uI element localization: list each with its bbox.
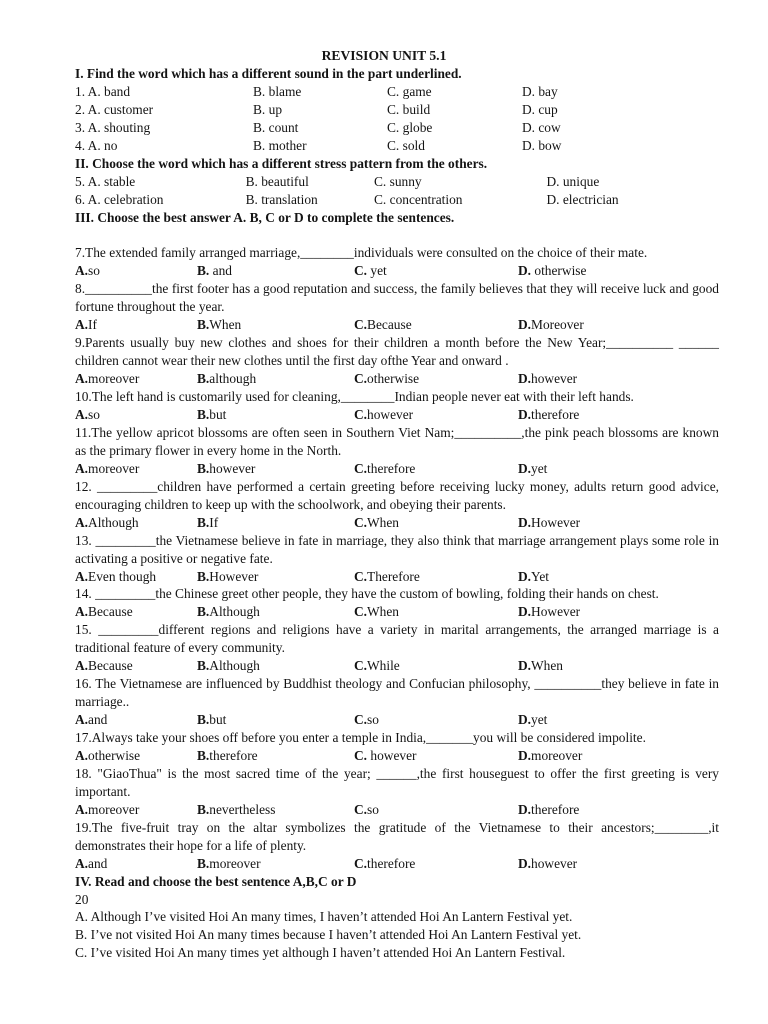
question-text: 14. _________the Chinese greet other people, they have the custom of bowling, folding their hands on chest.: [75, 586, 659, 602]
answer-letter: A.: [75, 712, 89, 728]
answer-letter: A.: [75, 460, 89, 476]
answer-option: [518, 568, 718, 586]
answer-option: [197, 262, 354, 280]
answer-word: yet: [531, 712, 548, 728]
answer-word: Therefore: [367, 568, 420, 584]
section-3-questions: [75, 244, 719, 872]
answer-word: therefore: [209, 747, 258, 763]
answer-word: If: [88, 317, 97, 333]
answer-letter: B.: [197, 514, 210, 530]
answer-letter: D.: [518, 855, 532, 871]
answer-word: therefore: [367, 460, 416, 476]
answer-option: [354, 316, 518, 334]
answer-word: Yet: [531, 568, 550, 584]
answer-options-row: [75, 747, 719, 765]
answer-options-row: [75, 316, 719, 334]
word-option: D. cup: [522, 101, 558, 117]
answer-option: [197, 406, 354, 424]
answer-option: [75, 406, 197, 424]
answer-option: [354, 711, 518, 729]
answer-word: Because: [88, 658, 133, 674]
question-text: 18. "GiaoThua" is the most sacred time of the year; ______,the first houseguest to offer the first greeting is very important.: [75, 765, 719, 799]
answer-options-row: [75, 855, 719, 873]
question-text: 15. _________different regions and religions have a variety in marital arrangements, the arranged marriage is a traditional feature of every community.: [75, 622, 719, 656]
answer-option: [518, 460, 718, 478]
answer-option: [354, 855, 518, 873]
answer-word: Although: [209, 658, 260, 674]
question-text: 10.The left hand is customarily used for cleaning,________Indian people never eat with their left hands.: [75, 389, 634, 405]
answer-letter: B.: [197, 855, 210, 871]
answer-word: otherwise: [531, 263, 587, 279]
answer-option: [518, 370, 718, 388]
word-option: D. unique: [546, 173, 600, 189]
answer-letter: D.: [518, 371, 532, 387]
answer-option: [197, 855, 354, 873]
answer-word: moreover: [88, 460, 140, 476]
answer-word: and: [88, 712, 108, 728]
answer-letter: A.: [75, 801, 89, 817]
word-option: D. bow: [522, 137, 562, 153]
answer-options-row: [75, 262, 719, 280]
answer-letter: C.: [354, 460, 368, 476]
answer-option: [75, 460, 197, 478]
answer-letter: A.: [75, 568, 89, 584]
answer-options-row: [75, 514, 719, 532]
worksheet-content: [75, 65, 719, 962]
answer-letter: D.: [518, 712, 532, 728]
word-option: B. mother: [253, 137, 307, 153]
word-option: 6. A. celebration: [75, 191, 164, 207]
section-3-heading: III. Choose the best answer A. B, C or D to complete the sentences.: [75, 209, 455, 225]
sentence-option: B. I’ve not visited Hoi An many times because I haven’t attended Hoi An Lantern Festival yet.: [75, 927, 582, 943]
answer-letter: D.: [518, 317, 532, 333]
word-option-row: [75, 191, 719, 209]
word-option: D. electrician: [546, 191, 619, 207]
word-option: D. bay: [522, 83, 558, 99]
answer-options-row: [75, 568, 719, 586]
word-option: 5. A. stable: [75, 173, 136, 189]
answer-option: [518, 855, 718, 873]
answer-word: However: [531, 604, 581, 620]
answer-word: Moreover: [531, 317, 584, 333]
answer-letter: B.: [197, 406, 210, 422]
answer-word: however: [531, 855, 578, 871]
answer-word: but: [209, 406, 227, 422]
answer-option: [197, 316, 354, 334]
answer-letter: C.: [354, 604, 368, 620]
answer-letter: A.: [75, 371, 89, 387]
answer-option: [75, 514, 197, 532]
word-option: B. up: [253, 101, 283, 117]
word-option-row: [75, 137, 719, 155]
question-text: 16. The Vietnamese are influenced by Buddhist theology and Confucian philosophy, __________they believe in fate in marriage..: [75, 676, 719, 710]
answer-option: [518, 711, 718, 729]
answer-word: When: [367, 514, 400, 530]
answer-options-row: [75, 657, 719, 675]
answer-letter: B.: [197, 712, 210, 728]
answer-word: When: [531, 658, 564, 674]
sentence-option: A. Although I’ve visited Hoi An many times, I haven’t attended Hoi An Lantern Festival yet.: [75, 909, 573, 925]
answer-option: [354, 801, 518, 819]
word-option: C. build: [387, 101, 431, 117]
answer-word: Because: [88, 604, 133, 620]
answer-word: so: [88, 263, 100, 279]
answer-letter: A.: [75, 747, 89, 763]
section-1-rows: [75, 83, 719, 155]
answer-letter: D.: [518, 604, 532, 620]
section-1-heading: I. Find the word which has a different sound in the part underlined.: [75, 66, 462, 81]
answer-word: moreover: [88, 801, 140, 817]
answer-letter: D.: [518, 514, 532, 530]
answer-option: [518, 316, 718, 334]
answer-word: however: [367, 406, 414, 422]
word-option-row: [75, 119, 719, 137]
answer-letter: C.: [354, 514, 368, 530]
answer-option: [197, 603, 354, 621]
answer-letter: B.: [197, 568, 210, 584]
answer-letter: C.: [354, 712, 368, 728]
answer-option: [197, 801, 354, 819]
answer-letter: A.: [75, 658, 89, 674]
answer-letter: A.: [75, 263, 89, 279]
answer-option: [197, 711, 354, 729]
word-option: D. cow: [522, 119, 561, 135]
answer-letter: A.: [75, 406, 89, 422]
answer-option: [75, 568, 197, 586]
answer-option: [75, 747, 197, 765]
answer-letter: D.: [518, 747, 532, 763]
answer-letter: C.: [354, 855, 368, 871]
question-text: 17.Always take your shoes off before you enter a temple in India,_______you will be considered impolite.: [75, 730, 646, 746]
answer-option: [354, 568, 518, 586]
question-text: 12. _________children have performed a certain greeting before receiving lucky money, adults return good advice, encouraging children to keep up with the schoolwork, and obeying their parents.: [75, 478, 719, 512]
answer-word: However: [209, 568, 259, 584]
answer-letter: B.: [197, 371, 210, 387]
answer-word: If: [209, 514, 219, 530]
answer-options-row: [75, 711, 719, 729]
word-option: B. blame: [253, 83, 302, 99]
word-option-row: [75, 173, 719, 191]
section-2-heading: II. Choose the word which has a different stress pattern from the others.: [75, 155, 488, 171]
question-text: 11.The yellow apricot blossoms are often seen in Southern Viet Nam;__________,the pink peach blossoms are known as the primary flower in every home in the North.: [75, 424, 719, 458]
answer-word: yet: [367, 263, 387, 279]
answer-word: moreover: [88, 371, 140, 387]
answer-option: [75, 603, 197, 621]
word-option: C. sunny: [374, 173, 422, 189]
answer-word: otherwise: [88, 747, 141, 763]
question-text: 13. _________the Vietnamese believe in fate in marriage, they also think that marriage arrangement plays some role in activating a positive or negative fate.: [75, 532, 719, 566]
answer-letter: B.: [197, 317, 210, 333]
answer-word: so: [88, 406, 100, 422]
answer-word: When: [367, 604, 400, 620]
answer-letter: C.: [354, 747, 368, 763]
answer-word: moreover: [209, 855, 261, 871]
answer-word: so: [367, 801, 379, 817]
word-option: 2. A. customer: [75, 101, 154, 117]
answer-word: yet: [531, 460, 548, 476]
answer-option: [197, 657, 354, 675]
word-option: 3. A. shouting: [75, 119, 151, 135]
answer-option: [354, 603, 518, 621]
answer-letter: C.: [354, 568, 368, 584]
page-title: REVISION UNIT 5.1: [321, 48, 447, 63]
answer-option: [75, 657, 197, 675]
answer-option: [518, 657, 718, 675]
answer-option: [75, 711, 197, 729]
answer-letter: B.: [197, 604, 210, 620]
section-4-heading: IV. Read and choose the best sentence A,B,C or D: [75, 873, 357, 889]
answer-letter: D.: [518, 801, 532, 817]
answer-letter: B.: [197, 658, 210, 674]
answer-option: [75, 370, 197, 388]
answer-word: although: [209, 371, 257, 387]
spacer: [75, 226, 719, 244]
answer-option: [354, 370, 518, 388]
word-option-row: [75, 101, 719, 119]
answer-option: [75, 801, 197, 819]
answer-option: [75, 262, 197, 280]
answer-letter: C.: [354, 801, 368, 817]
answer-options-row: [75, 801, 719, 819]
answer-letter: D.: [518, 658, 532, 674]
answer-option: [197, 460, 354, 478]
answer-options-row: [75, 603, 719, 621]
answer-letter: C.: [354, 371, 368, 387]
answer-options-row: [75, 406, 719, 424]
answer-option: [354, 514, 518, 532]
answer-option: [518, 747, 718, 765]
answer-letter: B.: [197, 263, 210, 279]
sentence-option: C. I’ve visited Hoi An many times yet although I haven’t attended Hoi An Lantern Festival.: [75, 945, 566, 961]
answer-letter: C.: [354, 263, 368, 279]
answer-option: [354, 460, 518, 478]
answer-word: but: [209, 712, 227, 728]
question-number: 20: [75, 891, 89, 907]
word-option: 1. A. band: [75, 83, 131, 99]
answer-word: nevertheless: [209, 801, 276, 817]
word-option: C. game: [387, 83, 432, 99]
answer-options-row: [75, 460, 719, 478]
answer-option: [197, 568, 354, 586]
answer-letter: B.: [197, 460, 210, 476]
answer-option: [75, 855, 197, 873]
answer-option: [197, 514, 354, 532]
word-option: C. concentration: [374, 191, 463, 207]
answer-letter: A.: [75, 855, 89, 871]
answer-option: [354, 262, 518, 280]
answer-word: Although: [209, 604, 260, 620]
answer-word: When: [209, 317, 242, 333]
word-option: 4. A. no: [75, 137, 118, 153]
answer-option: [197, 747, 354, 765]
answer-letter: B.: [197, 747, 210, 763]
section-4-options: [75, 908, 719, 962]
answer-word: Although: [88, 514, 139, 530]
answer-word: Because: [367, 317, 412, 333]
answer-word: however: [531, 371, 578, 387]
answer-word: however: [209, 460, 256, 476]
answer-word: While: [367, 658, 400, 674]
answer-letter: D.: [518, 263, 532, 279]
question-text: 7.The extended family arranged marriage,________individuals were consulted on the choice of their mate.: [75, 245, 648, 261]
answer-options-row: [75, 370, 719, 388]
answer-option: [197, 370, 354, 388]
answer-option: [518, 603, 718, 621]
answer-letter: A.: [75, 604, 89, 620]
answer-letter: C.: [354, 406, 368, 422]
answer-word: however: [367, 747, 417, 763]
word-option-row: [75, 83, 719, 101]
answer-word: otherwise: [367, 371, 420, 387]
answer-word: Even though: [88, 568, 157, 584]
answer-letter: B.: [197, 801, 210, 817]
answer-option: [518, 406, 718, 424]
word-option: B. beautiful: [245, 173, 309, 189]
answer-letter: D.: [518, 406, 532, 422]
word-option: B. count: [253, 119, 299, 135]
answer-letter: C.: [354, 658, 368, 674]
answer-word: therefore: [367, 855, 416, 871]
word-option: C. sold: [387, 137, 425, 153]
answer-option: [518, 262, 718, 280]
answer-word: therefore: [531, 801, 580, 817]
answer-word: so: [367, 712, 379, 728]
answer-letter: D.: [518, 460, 532, 476]
answer-option: [518, 801, 718, 819]
answer-option: [75, 316, 197, 334]
question-text: 19.The five-fruit tray on the altar symbolizes the gratitude of the Vietnamese to their ancestors;________,it demonstrates their hope for a life of plenty.: [75, 819, 719, 853]
answer-option: [354, 657, 518, 675]
answer-letter: A.: [75, 317, 89, 333]
answer-word: and: [209, 263, 232, 279]
section-2-rows: [75, 173, 719, 209]
question-text: 8.__________the first footer has a good reputation and success, the family believes that they will receive luck and good fortune throughout the year.: [75, 281, 719, 315]
answer-word: moreover: [531, 747, 583, 763]
answer-option: [518, 514, 718, 532]
answer-word: therefore: [531, 406, 580, 422]
answer-word: and: [88, 855, 108, 871]
answer-letter: D.: [518, 568, 532, 584]
word-option: C. globe: [387, 119, 433, 135]
answer-option: [354, 406, 518, 424]
answer-letter: C.: [354, 317, 368, 333]
answer-word: However: [531, 514, 581, 530]
question-text: 9.Parents usually buy new clothes and shoes for their children a month before the New Year;__________ ______ children cannot wear their new clothes until the first day ofthe Year and onward .: [75, 335, 719, 369]
answer-option: [354, 747, 518, 765]
answer-letter: A.: [75, 514, 89, 530]
word-option: B. translation: [245, 191, 318, 207]
